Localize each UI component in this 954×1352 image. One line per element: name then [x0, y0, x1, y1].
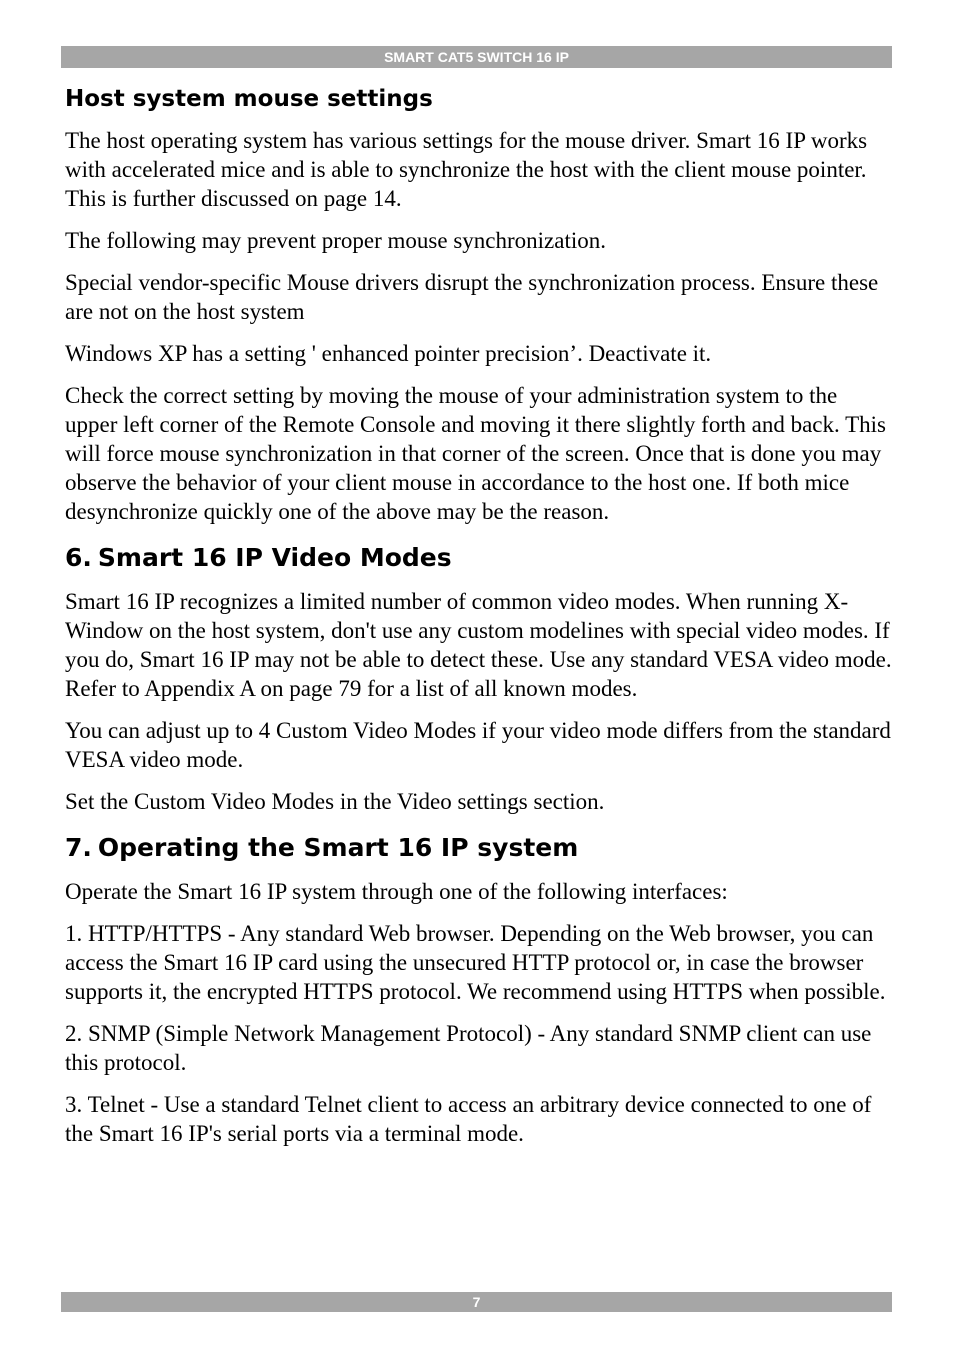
paragraph: Special vendor-specific Mouse drivers disrupt the synchronization process. Ensure these are not on the host system — [65, 270, 879, 324]
document-title: SMART CAT5 SWITCH 16 IP — [384, 49, 569, 65]
paragraph: Windows XP has a setting ' enhanced pointer precision’. Deactivate it. — [65, 341, 712, 366]
paragraph: Set the Custom Video Modes in the Video settings section. — [65, 789, 605, 814]
section-heading — [65, 829, 895, 867]
section-host-mouse-settings — [65, 82, 895, 526]
section-number: 6. — [65, 543, 92, 572]
paragraph: Check the correct setting by moving the mouse of your administration system to the upper left corner of the Remote Console and moving it there slightly forth and back. This will force mouse synchronization in that corner of the screen. Once that is done you may observe the behavior of your client mouse in accordance to the host one. If both mice desynchronize quickly one of the above may be the reason. — [65, 383, 886, 524]
paragraph: Operate the Smart 16 IP system through one of the following interfaces: — [65, 879, 728, 904]
page-header-bar — [61, 46, 892, 68]
section-title: Smart 16 IP Video Modes — [97, 543, 452, 572]
section-title: Operating the Smart 16 IP system — [97, 833, 579, 862]
page-footer-bar — [61, 1292, 892, 1312]
list-item: 2. SNMP (Simple Network Management Protocol) - Any standard SNMP client can use this protocol. — [65, 1021, 872, 1075]
paragraph: Smart 16 IP recognizes a limited number of common video modes. When running X-Window on the host system, don't use any custom modelines with special video modes. If you do, Smart 16 IP may not be able to detect these. Use any standard VESA video mode. Refer to Appendix A on page 79 for a list of all known modes. — [65, 589, 892, 701]
section-heading: Host system mouse settings — [65, 86, 433, 112]
page-content — [65, 82, 895, 1161]
section-video-modes — [65, 539, 895, 816]
paragraph: The host operating system has various settings for the mouse driver. Smart 16 IP works with accelerated mice and is able to synchronize the host with the client mouse pointer. This is further discussed on page 14. — [65, 128, 868, 211]
list-item: 3. Telnet - Use a standard Telnet client to access an arbitrary device connected to one of the Smart 16 IP's serial ports via a terminal mode. — [65, 1092, 872, 1146]
page-number: 7 — [472, 1294, 481, 1310]
section-operating-system — [65, 829, 895, 1148]
list-item: 1. HTTP/HTTPS - Any standard Web browser. Depending on the Web browser, you can access the Smart 16 IP card using the unsecured HTTP protocol or, in case the browser supports it, the encrypted HTTPS protocol. We recommend using HTTPS when possible. — [65, 921, 886, 1004]
paragraph: You can adjust up to 4 Custom Video Modes if your video mode differs from the standard VESA video mode. — [65, 718, 891, 772]
section-heading — [65, 539, 895, 577]
paragraph: The following may prevent proper mouse synchronization. — [65, 228, 606, 253]
section-number: 7. — [65, 833, 92, 862]
